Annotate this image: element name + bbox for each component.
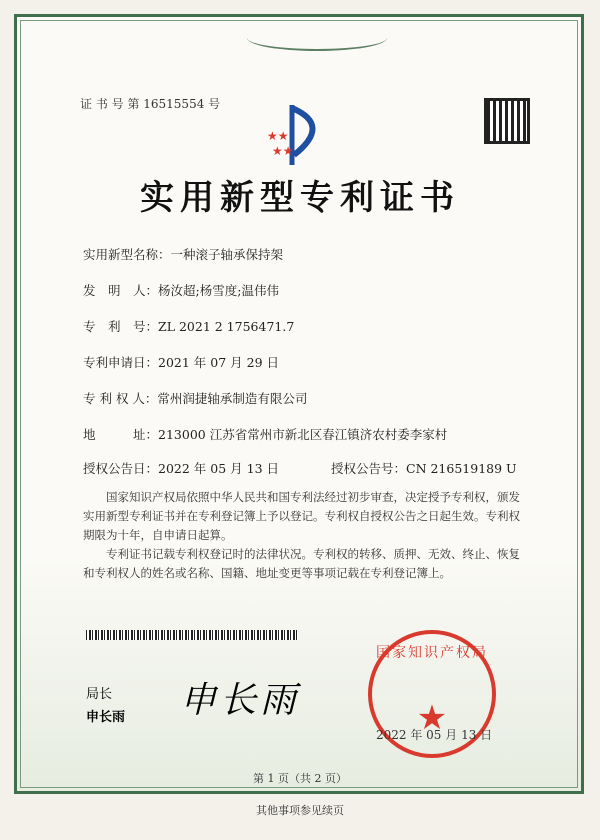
svg-text:★★: ★★ (272, 144, 294, 158)
field-value: 一种滚子轴承保持架 (170, 247, 284, 262)
field-value: 213000 江苏省常州市新北区春江镇济农村委李家村 (158, 427, 448, 442)
continuation-note: 其他事项参见续页 (256, 804, 344, 817)
field-value: ZL 2021 2 1756471.7 (158, 319, 295, 334)
field-value: 2021 年 07 月 29 日 (158, 355, 280, 370)
field-label: 实用新型名称： (83, 247, 171, 262)
signature-name: 申长雨 (86, 710, 126, 725)
field-row (83, 389, 307, 407)
emblem-icon: ★ (416, 698, 448, 738)
field-value: 常州润捷轴承制造有限公司 (157, 391, 308, 406)
svg-text:★★: ★★ (267, 129, 289, 143)
field-value: 杨汝超;杨雪度;温伟伟 (158, 283, 279, 298)
seal-text: 国家知识产权局 (376, 645, 488, 661)
page-indicator: 第 1 页（共 2 页） (253, 772, 347, 785)
field-row (83, 245, 283, 263)
certificate-number: 证 书 号 第 16515554 号 (80, 97, 221, 111)
handwritten-signature: 申长雨 (180, 680, 301, 721)
seal-date: 2022 年 05 月 13 日 (376, 728, 493, 742)
field-row (83, 317, 294, 335)
signature-title: 局长 (86, 687, 113, 702)
field-label: 专利申请日： (83, 355, 159, 370)
field-row (83, 353, 279, 371)
paragraph: 国家知识产权局依照中华人民共和国专利法经过初步审查，决定授予专利权，颁发实用新型专利证书并在专利登记簿上予以登记。专利权自授权公告之日起生效。专利权期限为十年，自申请日起算。 (83, 490, 520, 542)
field-row (83, 281, 279, 299)
grant-date: 2022 年 05 月 13 日 (158, 461, 280, 476)
field-label: 专 利 号： (83, 319, 159, 334)
field-row (83, 425, 447, 443)
qr-code (484, 98, 530, 144)
page-title: 实用新型专利证书 (140, 178, 460, 218)
barcode (86, 630, 298, 640)
cnipa-logo-icon (262, 100, 332, 170)
field-label: 专 利 权 人： (83, 391, 158, 406)
grant-no: CN 216519189 U (406, 461, 517, 476)
field-label: 发 明 人： (83, 283, 159, 298)
field-label: 地 址： (83, 427, 159, 442)
grant-date-label: 授权公告日： (83, 461, 159, 476)
grant-row (83, 459, 517, 477)
paragraph: 专利证书记载专利权登记时的法律状况。专利权的转移、质押、无效、终止、恢复和专利权人的姓名或名称、国籍、地址变更等事项记载在专利登记簿上。 (83, 547, 520, 580)
grant-no-label: 授权公告号： (330, 461, 406, 476)
